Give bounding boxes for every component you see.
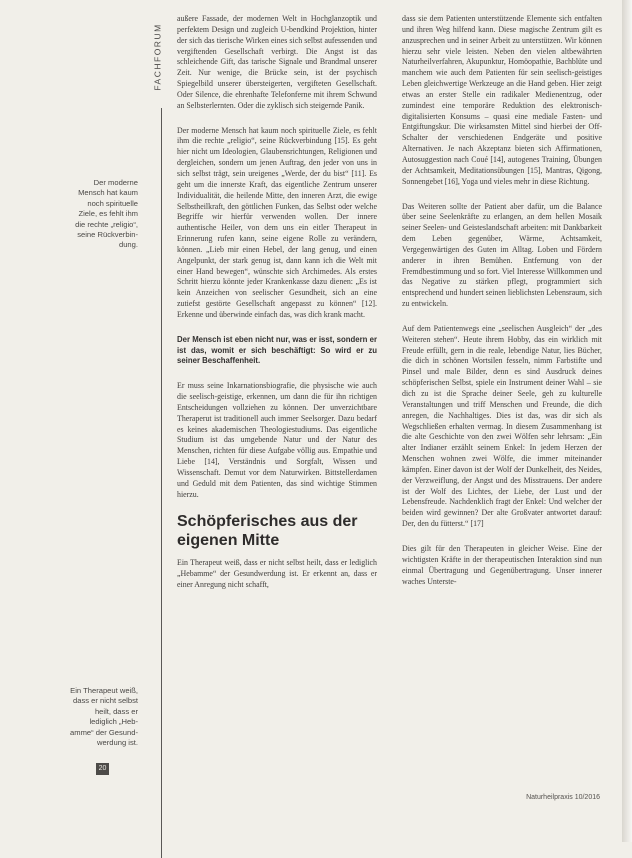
quote-line: seine Rückverbin-	[77, 230, 138, 240]
body-paragraph: Auf dem Patientenwegs eine „seelischen Ausgleich“ der „des Weiteren stehen“. Heute ihrem Hobby, das ein wirklich mit Freude erfüllt, gern in die reale, lebendige Natur, lies Bücher, die dich in schönen Wortsilen fesseln, nimm Farbstifte und Pinsel und male Bilder, denn es sind Ausdruck deines schöpferischen Selbst, spiele ein Instrument deiner Wahl – sie dich zu ist die Sprache deiner Seele, geh zu kulturelle Veranstaltungen und triff Menschen und Freunde, die dich anregen, die Nachhaltiges. Dies ist das, was dir sich als Wegschließen erhalten vermag. In diesem Zusammenhang ist die alte Geschichte von den zwei Wölfen sehr lehrsam: „Ein alter Indianer erzählt seinem Enkel: In jedem Herzen der Menschen wohnen zwei Wölfe, die immer miteinander kämpfen. Einer davon ist der Wolf der Dunkelheit, des Neides, der Verzweiflung, der Angst und des Misstrauens. Der andere ist der Wolf des Lichtes, der Liebe, der Lust und der Lebensfreude. Nachdenklich fragt der Enkel: Und welcher der beiden wird gewinnen? Der alte Großvater antwortet darauf: Der, den du fütterst.“ [17]	[402, 323, 602, 529]
sidebar-pull-quote-1	[52, 178, 138, 251]
body-paragraph: Der moderne Mensch hat kaum noch spirituelle Ziele, es fehlt ihm die rechte „religio“, seine Rückverbindung [15]. Es geht hier nicht um Ideologien, Glaubensrichtungen, Religionen und dergleichen, sondern um jenen Auftrag, den jeder von uns in sich selbst trägt, sein ureigenes „Werde, der du bist“ [11]. Es geht um die innerste Kraft, das eigentliche Zentrum unserer Individualität, die heilende Mitte, den inneren Arzt, die ewige Selbstheilkraft, den göttlichen Funken, das Selbst oder welche Begriffe wir hierfür verwenden wollen. Der innere authentische Heiler, von dem uns ein eitler Therapeut in Erinnerung rufen kann, seine eigene Rolle zu verändern, können. „Lieb mir einen Hebel, der lang genug, und einen Angelpunkt, der stark genug ist, dann kann ich die Welt mit einer Hand bewegen“, wünschte sich Archimedes. Als erstes Schritt hierzu könnte jeder Krankenkasse dazu dienen: „Es ist kein Anzeichen von seelischer Gesundheit, sich an eine zutiefst gestörte Gesellschaft angepasst zu können“ [12]. Erkenne und überwinde einfach das, was dich krank macht.	[177, 125, 377, 319]
article-column-left	[177, 14, 377, 591]
body-paragraph: Das Weiteren sollte der Patient aber dafür, um die Balance über seine Seelenkräfte zu erlangen, an dem hellen Mosaik seiner Seelen- und Geisteslandschaft arbeiten: mit Dankbarkeit dem Leben gegenüber, Wärme, Achtsamkeit, Vergegenwärtigen des Guten im Alltag. Loben und Fördern anderer in ihren Bemühen. Entfernung von der Fremdbestimmung und so fort. Viel Interesse Willkommen und das Negative zu stärken pflegt, programmiert sich entsprechend und hundert seinen lieblichsten Lebensraum, sich zu entwickeln.	[402, 201, 602, 309]
section-label: FACHFORUM	[153, 23, 163, 91]
body-paragraph: Er muss seine Inkarnationsbiografie, die physische wie auch die seelisch-geistige, erkennen, um dann die für ihn richtigen Entscheidungen vollziehen zu können. Der unverzichtbare Theraperut ist traditionell auch immer Seelsorger. Dazu bedarf es keines akademischen Theologiestudiums. Das eigentliche Studium ist das umgebende Natur und der Natur des Menschen, richten für diese Aufgabe völlig aus. Empathie und Liebe [14], Verständnis und Sorgfalt, Wissen und Wissenschaft. Demut vor dem Naturwirken. Bittstellerdamen und Geduld mit dem Patienten, das sind wichtige Stimmen hierzu.	[177, 381, 377, 499]
quote-line: werdung ist.	[97, 738, 138, 748]
column-divider	[161, 108, 162, 858]
body-paragraph: Dies gilt für den Therapeuten in gleicher Weise. Eine der wichtigsten Kräfte in der therapeutischen Interaktion sind nun einmal Übertragung und Gegenübertragung. Unser innerer waches Unterste-	[402, 543, 602, 586]
quote-line: Ein Therapeut weiß,	[70, 686, 138, 695]
lead-emphasis: Der Mensch ist eben nicht nur, was er isst, sondern er ist das, womit er sich beschäftigt: So wird er zu seiner Beschaffenheit.	[177, 334, 377, 366]
body-paragraph: Ein Therapeut weiß, dass er nicht selbst heilt, dass er lediglich „Hebamme“ der Gesundwerdung ist. Er erkennt an, dass er einer Anregung nicht schafft,	[177, 558, 377, 590]
article-column-right	[402, 14, 602, 587]
section-heading: Schöpferisches aus der eigenen Mitte	[177, 513, 358, 550]
quote-line: Ziele, es fehlt ihm	[78, 209, 138, 219]
quote-line: die rechte „religio“,	[75, 219, 138, 229]
magazine-footer: Naturheilpraxis 10/2016	[526, 794, 600, 801]
quote-line: lediglich „Heb-	[89, 717, 138, 727]
quote-line: dung.	[118, 240, 138, 250]
quote-line: amme“ der Gesund-	[70, 727, 138, 737]
sidebar-pull-quote-2	[52, 686, 138, 748]
body-paragraph: dass sie dem Patienten unterstützende Elemente sich entfalten und ihren Weg hilfend kann. Diese magische Zentrum gilt es anzusprechen und in seiner Arbeit zu unterstützen. Wir können hierzu sehr viele leisten. Neben den vielen altbewährten Naturheilverfahren, Akupunktur, Homöopathie, Bachblüte und manchem wie auch dem Patienten für sein seelisch-geistiges Leben gleichwertige Werkzeuge an die Hand geben. Hier zeigt etwas an erster Stelle ein radikaler Medienentzug, oder zumindest eine temporäre Reduktion des elektronisch-digitalisierten Konsums – quasi eine mediale Fasten- und Entgiftungskur. Die wirksamsten Mittel sind hierbei der Off-Schalter der verschiedenen Endgeräte und positive Alternativen. Je nach Akzeptanz bieten sich Affirmationen, Autosuggestion nach Coué [14], autogenes Training, Übungen der Achtsamkeit, Meditationsübungen [15], Mantras, Qigong, Sonnengebet [16], Yoga und vieles mehr in diese Richtung.	[402, 14, 602, 186]
quote-line: Mensch hat kaum	[78, 188, 138, 198]
body-paragraph: außere Fassade, der modernen Welt in Hochglanzoptik und perfektem Design und zugleich U-bendkind Projektion, hinter der sich das tierische Wirken eines sich selbst aufessenden und vergiftenden Gesellschaft verbirgt. Die Angst ist das schleichende Gift, das tarische Signale und Brandmal unserer Zeit. Nur wenige, die Brücke sein, ist der psychisch Spiegelbild unserer übersteigerten, vergifteten Gesellschaft. Oder Silence, die ehrenhafte Telefonferne mit ihrem Schwund an Selbsterlernten. Oder die zyklisch sich steigernde Panik.	[177, 14, 377, 110]
page-edge	[622, 0, 632, 842]
page-number: 20	[96, 763, 109, 775]
quote-line: heilt, dass er	[94, 706, 138, 716]
quote-line: Der moderne	[93, 178, 138, 187]
quote-line: noch spirituelle	[87, 198, 138, 208]
quote-line: dass er nicht selbst	[73, 696, 138, 706]
